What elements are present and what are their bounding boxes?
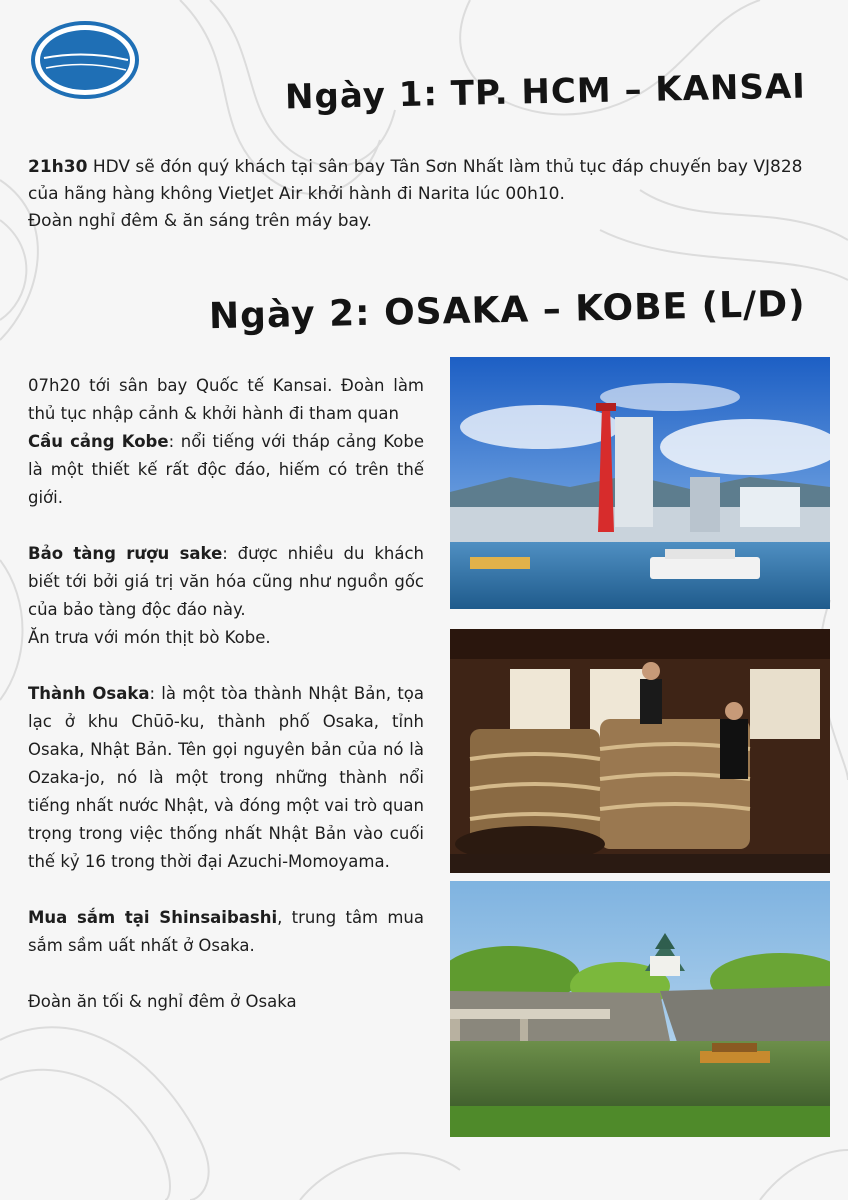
kobe-port-name: Cầu cảng Kobe: [28, 432, 169, 451]
sake-museum-photo: [450, 629, 830, 873]
kobe-port-tower-photo: [450, 357, 830, 609]
cholon-tourist-logo: [30, 20, 140, 100]
sake-museum-paragraph: Bảo tàng rượu sake: được nhiều du khách biết tới bởi giá trị văn hóa cũng như nguồn gốc của bảo tàng độc đáo này.: [28, 544, 424, 619]
sake-museum-name: Bảo tàng rượu sake: [28, 544, 223, 563]
shopping-name: Mua sắm tại Shinsaibashi: [28, 908, 278, 927]
day1-title: Ngày 1: TP. HCM – KANSAI: [284, 66, 807, 118]
day2-itinerary: [28, 372, 424, 1016]
day1-overnight-note: Đoàn nghỉ đêm & ăn sáng trên máy bay.: [28, 211, 372, 231]
lunch-text: Ăn trưa với món thịt bò Kobe.: [28, 628, 271, 647]
itinerary-block-sake: [28, 540, 424, 652]
day1-flight-info: 21h30 HDV sẽ đón quý khách tại sân bay Tân Sơn Nhất làm thủ tục đáp chuyến bay VJ828 của hãng hàng không VietJet Air khởi hành đi Narita lúc 00h10.: [28, 157, 803, 204]
osaka-castle-photo: [450, 881, 830, 1137]
day1-description: [28, 154, 823, 235]
day2-title: Ngày 2: OSAKA – KOBE (L/D): [209, 283, 807, 338]
itinerary-block-castle: Thành Osaka: là một tòa thành Nhật Bản, tọa lạc ở khu Chūō-ku, thành phố Osaka, tỉnh Osaka, Nhật Bản. Tên gọi nguyên bản của nó là Ozaka-jo, nó là một trong những thành nổi tiếng nhất nước Nhật, và đóng một vai trò quan trọng trong việc thống nhất Nhật Bản vào cuối thế kỷ 16 trong thời đại Azuchi-Momoyama.: [28, 684, 424, 871]
dinner-text: Đoàn ăn tối & nghỉ đêm ở Osaka: [28, 992, 297, 1011]
kobe-port-paragraph: Cầu cảng Kobe: nổi tiếng với tháp cảng Kobe là một thiết kế rất độc đáo, hiếm có trên thế giới.: [28, 432, 424, 507]
day1-time: 21h30: [28, 157, 88, 177]
osaka-castle-name: Thành Osaka: [28, 684, 150, 703]
arrival-text: 07h20 tới sân bay Quốc tế Kansai. Đoàn làm thủ tục nhập cảnh & khởi hành đi tham quan: [28, 376, 424, 423]
itinerary-block-shopping: Mua sắm tại Shinsaibashi, trung tâm mua sắm sầm uất nhất ở Osaka.: [28, 908, 424, 955]
itinerary-block-arrival: [28, 372, 424, 512]
